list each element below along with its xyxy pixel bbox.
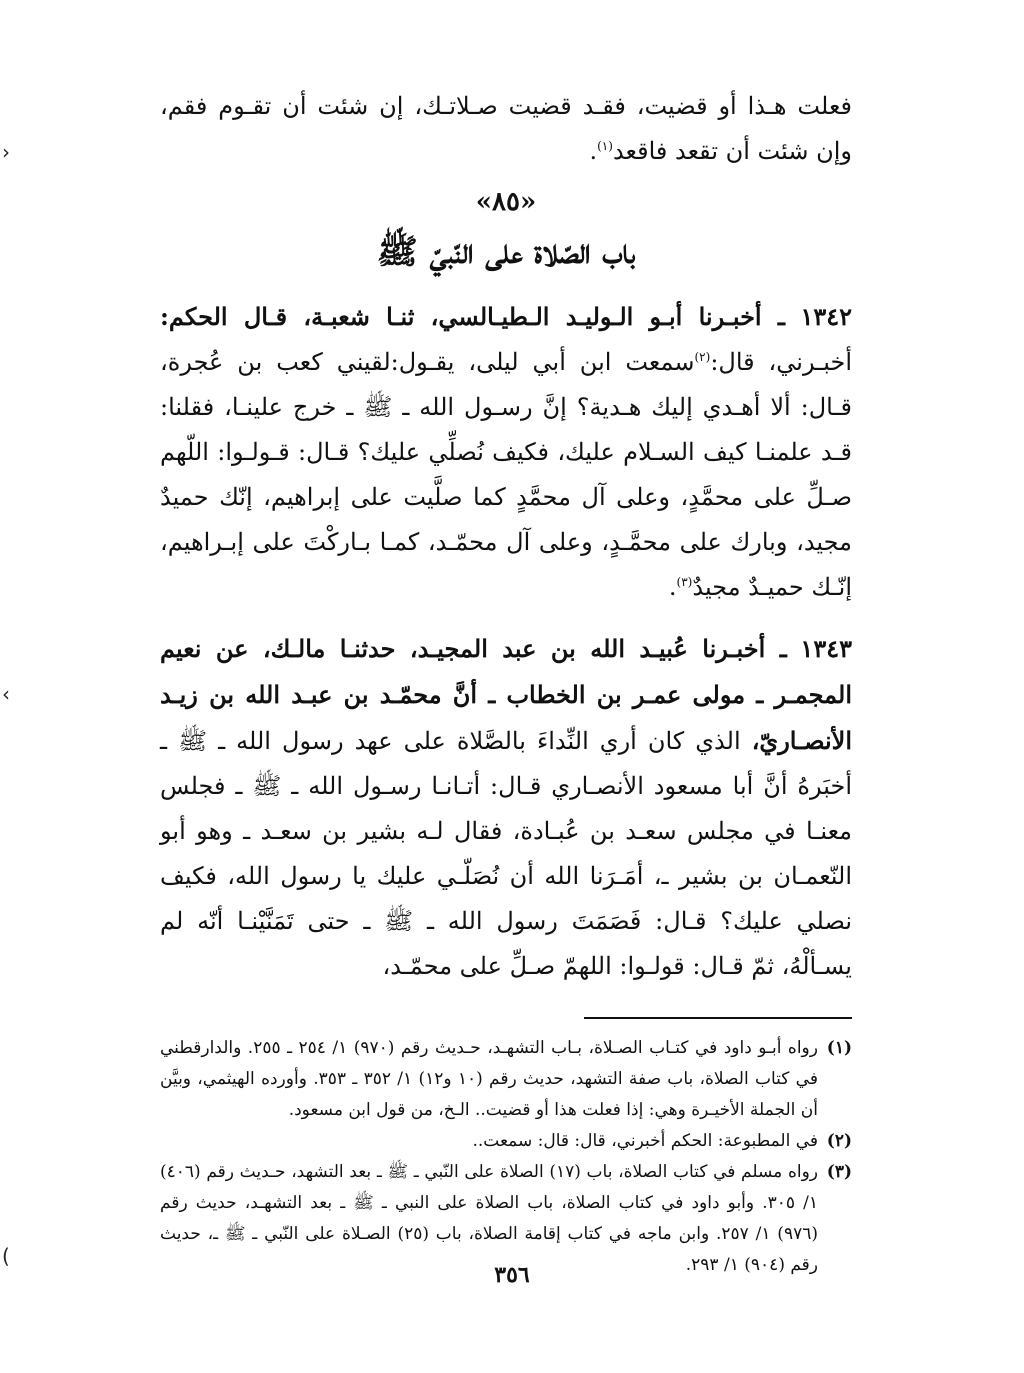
hadith-lead: ـ أخبـرنا عُبيـد الله بن عبد المجيـد، حدثنـا مالـك، عن نعيم المجمـر ـ مولى عمـر بن الخطاب ـ أنَّ محمّـد بن عبـد الله بن زيـد الأنصـاريّ، [160, 634, 852, 755]
hadith-text-a: أخبـرني، قال: [710, 348, 853, 376]
footnote-text: رواه مسلم في كتاب الصلاة، باب (١٧) الصلاة على النّبي ـ ﷺ ـ بعد التشهد، حـديث رقم (٤٠٦) ١/ ٣٠٥. وأبو داود في كتاب الصلاة، باب الصلاة على النبي ـ ﷺ ـ بعد التشهـد، حديث رقم (٩٧٦) ١/ ٢٥٧. وابن ماجه في كتاب إقامة الصلاة، باب (٢٥) الصـلاة على النّبي ـ ﷺ ـ، حديث رقم (٩٠٤) ١/ ٢٩٣. [160, 1162, 819, 1275]
hadith-1343 [160, 626, 852, 989]
footnote-1 [160, 1033, 852, 1126]
page-number: ٣٥٦ [494, 1262, 530, 1288]
margin-mark-bottom: ( [2, 1244, 10, 1268]
footnote-number: (٢) [826, 1131, 852, 1151]
hadith-text-b: سمعت ابن أبي ليلى، يقـول:لقيني كعب بن عُجرة، قـال: ألا أهـدي إليك هـدية؟ إنَّ رسـول الله ـ ﷺ ـ خرج علينـا، فقلنا: قـد علمنـا كيف السـلام عليك، فكيف نُصلِّي عليك؟ قـال: قـولـوا: اللّهم صـلِّ على محمَّدٍ، وعلى آل محمَّدٍ كما صلَّيت على إبراهيم، إنّك حميدٌ مجيد، وبارك على محمَّـدٍ، وعلى آل محمّـد، كمـا بـاركْتَ على إبـراهيم، إنّـك حميـدٌ مجيدٌ [160, 348, 853, 601]
hadith-text-a: الذي كان أري النِّداءَ بالصَّلاة على عهد رسول الله ـ ﷺ ـ أخبَرهُ أنَّ أبا مسعود الأنصـاري قـال: أتـانـا رسـول الله ـ ﷺ ـ فجلس معنـا في مجلس سعـد بن عُبـادة، فقال لـه بشير بن سعـد ـ وهو أبو النّعمـان بن بشير ـ، أمَـرَنا الله أن نُصَلّـي عليك يا رسول الله، فكيف نصلي عليك؟ قـال: فَصَمَتَ رسول الله ـ ﷺ ـ حتى تَمَنَّيْنـا أنّه لم يسـألْهُ، ثمّ قـال: قولـوا: اللهمّ صـلِّ على محمّـد، [160, 727, 852, 980]
hadith-number: ١٣٤٣ [800, 634, 852, 663]
hadith-lead: ـ أخبـرنا أبـو الـوليـد الـطيـالسي، ثنـا شعبـة، قـال الحكم: [160, 302, 785, 331]
page-body [160, 84, 852, 1281]
intro-line-2: شئت أن تقعد فاقعد [612, 137, 809, 165]
intro-end: . [589, 137, 598, 165]
footnote-number: (٣) [826, 1162, 852, 1182]
footnote-text: رواه أبـو داود في كتـاب الصـلاة، بـاب التشهـد، حـديث رقم (٩٧٠) ١/ ٢٥٤ ـ ٢٥٥. والدارقطني في كتاب الصلاة، باب صفة التشهد، حديث رقم (١٠ و١٢) ١/ ٣٥٢ ـ ٣٥٣. وأورده الهيثمي، وبيَّن أن الجملة الأخيـرة وهي: إذا فعلت هذا أو قضيت.. الـخ، من قول ابن مسعود. [160, 1038, 818, 1120]
footnote-ref-3[interactable]: (٣) [676, 575, 693, 589]
hadith-number: ١٣٤٢ [800, 302, 852, 331]
footnote-ref-2[interactable]: (٢) [694, 350, 711, 364]
footnote-number: (١) [826, 1038, 852, 1058]
hadith-1342 [160, 294, 852, 610]
hadith-end: . [668, 573, 677, 601]
footnote-ref-1[interactable]: (١) [597, 139, 613, 153]
margin-mark-middle: ‹ [2, 682, 10, 706]
intro-paragraph [160, 84, 852, 174]
footnotes [160, 1033, 852, 1281]
section-title: باب الصّلاة على النّبيّ ﷺ [376, 232, 636, 272]
margin-mark-top: › [2, 140, 10, 164]
footnote-text: في المطبوعة: الحكم أخبرني، قال: قال: سمعت.. [472, 1131, 818, 1151]
footnote-2 [160, 1126, 852, 1157]
footnote-divider [584, 1017, 852, 1019]
section-number: «٨٥» [475, 187, 537, 217]
intro-line-1: فعلت هـذا أو قضيت، فقـد قضيت صـلاتـك، إن شئت أن تقـوم فقم، وإن [160, 92, 852, 165]
